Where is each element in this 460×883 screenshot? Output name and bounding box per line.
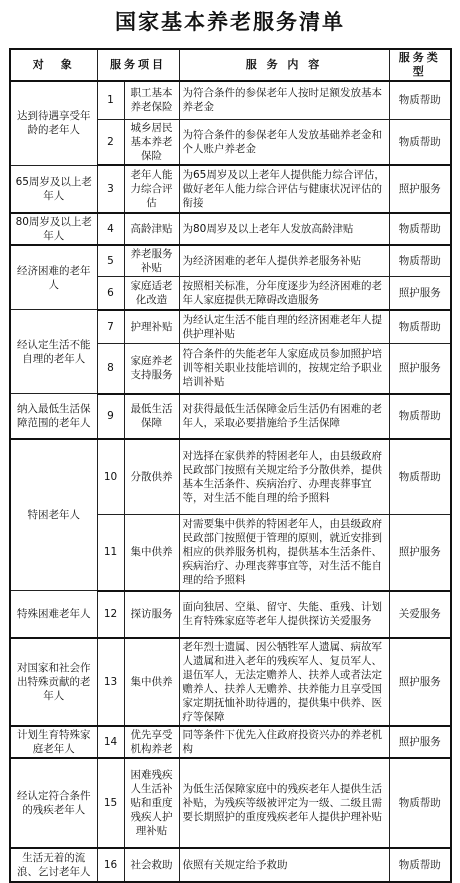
object-cell: 经认定符合条件的残疾老年人 — [10, 758, 97, 848]
service-type: 物质帮助 — [389, 758, 451, 848]
service-item: 护理补贴 — [124, 310, 179, 344]
service-content: 为低生活保障家庭中的残疾老年人提供生活补贴，为残疾等级被评定为一级、二级且需要长期照护的重度残疾老年人提供护理补贴 — [179, 758, 389, 848]
header-object: 对 象 — [10, 49, 97, 81]
row-number: 10 — [97, 439, 124, 515]
service-content: 同等条件下优先入住政府投资兴办的养老机构 — [179, 726, 389, 758]
service-type: 物质帮助 — [389, 119, 451, 165]
service-item: 养老服务补贴 — [124, 245, 179, 277]
service-content: 为65周岁及以上老年人提供能力综合评估，做好老年人能力综合评估与健康状况评估的衔接 — [179, 165, 389, 213]
table-row — [10, 394, 451, 439]
service-content: 为符合条件的参保老年人按时足额发放基本养老金 — [179, 81, 389, 119]
table-row — [10, 439, 451, 515]
row-number: 13 — [97, 638, 124, 726]
service-type: 物质帮助 — [389, 81, 451, 119]
object-cell: 计划生育特殊家庭老年人 — [10, 726, 97, 758]
object-cell: 65周岁及以上老年人 — [10, 165, 97, 213]
table-row — [10, 310, 451, 344]
service-type: 照护服务 — [389, 515, 451, 591]
service-type: 照护服务 — [389, 726, 451, 758]
header-content: 服 务 内 容 — [179, 49, 389, 81]
service-content: 按照相关标准，分年度逐步为经济困难的老年人家庭提供无障碍改造服务 — [179, 277, 389, 310]
service-item: 家庭适老化改造 — [124, 277, 179, 310]
row-number: 4 — [97, 213, 124, 245]
row-number: 6 — [97, 277, 124, 310]
service-content: 为经济困难的老年人提供养老服务补贴 — [179, 245, 389, 277]
object-cell: 纳入最低生活保障范围的老年人 — [10, 394, 97, 439]
row-number: 12 — [97, 591, 124, 638]
object-cell: 80周岁及以上老年人 — [10, 213, 97, 245]
service-item: 优先享受机构养老 — [124, 726, 179, 758]
service-item: 社会救助 — [124, 848, 179, 882]
service-type: 物质帮助 — [389, 394, 451, 439]
table-row — [10, 591, 451, 638]
service-type: 物质帮助 — [389, 310, 451, 344]
service-item: 困难残疾人生活补贴和重度残疾人护理补贴 — [124, 758, 179, 848]
service-content: 为80周岁及以上老年人发放高龄津贴 — [179, 213, 389, 245]
object-cell: 特殊困难老年人 — [10, 591, 97, 638]
table-row — [10, 638, 451, 726]
service-type: 照护服务 — [389, 344, 451, 394]
object-cell: 达到待遇享受年龄的老年人 — [10, 81, 97, 165]
service-item: 城乡居民基本养老保险 — [124, 119, 179, 165]
service-type: 照护服务 — [389, 277, 451, 310]
header-service-item: 服务项目 — [97, 49, 179, 81]
object-cell: 经济困难的老年人 — [10, 245, 97, 310]
row-number: 2 — [97, 119, 124, 165]
table-row — [10, 165, 451, 213]
table-row — [10, 213, 451, 245]
service-content: 为符合条件的参保老年人发放基础养老金和个人账户养老金 — [179, 119, 389, 165]
service-content: 为经认定生活不能自理的经济困难老年人提供护理补贴 — [179, 310, 389, 344]
table-row — [10, 726, 451, 758]
object-cell: 对国家和社会作出特殊贡献的老年人 — [10, 638, 97, 726]
service-type: 物质帮助 — [389, 439, 451, 515]
row-number: 16 — [97, 848, 124, 882]
service-content: 对选择在家供养的特困老年人，由县级政府民政部门按照有关规定给予分散供养，提供基本生活条件、疾病治疗、办理丧葬事宜等，对生活不能自理的给予照料 — [179, 439, 389, 515]
service-type: 物质帮助 — [389, 213, 451, 245]
row-number: 15 — [97, 758, 124, 848]
header-type: 服务类型 — [389, 49, 451, 81]
service-item: 集中供养 — [124, 638, 179, 726]
table-body — [10, 81, 451, 882]
page-title: 国家基本养老服务清单 — [115, 9, 345, 34]
table-row — [10, 81, 451, 119]
row-number: 9 — [97, 394, 124, 439]
row-number: 8 — [97, 344, 124, 394]
service-content: 老年烈士遗属、因公牺牲军人遗属、病故军人遗属和进入老年的残疾军人、复员军人、退伍军人，无法定赡养人、扶养人或者法定赡养人、扶养人无赡养、扶养能力且享受国家定期抚恤补助待遇的，提供集中供养、医疗等保障 — [179, 638, 389, 726]
service-content: 对需要集中供养的特困老年人，由县级政府民政部门按照便于管理的原则，就近安排到相应的供养服务机构，提供基本生活条件、疾病治疗、办理丧葬事宜等，对生活不能自理的给予照料 — [179, 515, 389, 591]
service-item: 集中供养 — [124, 515, 179, 591]
object-cell: 经认定生活不能自理的老年人 — [10, 310, 97, 394]
service-type: 照护服务 — [389, 638, 451, 726]
table-row — [10, 758, 451, 848]
service-content: 对获得最低生活保障金后生活仍有困难的老年人，采取必要措施给予生活保障 — [179, 394, 389, 439]
service-content: 依照有关规定给予救助 — [179, 848, 389, 882]
row-number: 7 — [97, 310, 124, 344]
service-item: 老年人能力综合评估 — [124, 165, 179, 213]
service-item: 最低生活保障 — [124, 394, 179, 439]
row-number: 14 — [97, 726, 124, 758]
service-type: 物质帮助 — [389, 245, 451, 277]
object-cell: 生活无着的流浪、乞讨老年人 — [10, 848, 97, 882]
service-item: 分散供养 — [124, 439, 179, 515]
service-item: 家庭养老支持服务 — [124, 344, 179, 394]
service-type: 照护服务 — [389, 165, 451, 213]
service-type: 物质帮助 — [389, 848, 451, 882]
service-item: 高龄津贴 — [124, 213, 179, 245]
row-number: 1 — [97, 81, 124, 119]
service-list-table — [9, 48, 452, 883]
header-row — [10, 49, 451, 81]
table-row — [10, 848, 451, 882]
object-cell: 特困老年人 — [10, 439, 97, 591]
row-number: 5 — [97, 245, 124, 277]
service-type: 关爱服务 — [389, 591, 451, 638]
service-item: 探访服务 — [124, 591, 179, 638]
row-number: 3 — [97, 165, 124, 213]
service-content: 符合条件的失能老年人家庭成员参加照护培训等相关职业技能培训的，按规定给予职业培训补贴 — [179, 344, 389, 394]
service-item: 职工基本养老保险 — [124, 81, 179, 119]
table-row — [10, 245, 451, 277]
row-number: 11 — [97, 515, 124, 591]
service-content: 面向独居、空巢、留守、失能、重残、计划生育特殊家庭等老年人提供探访关爱服务 — [179, 591, 389, 638]
